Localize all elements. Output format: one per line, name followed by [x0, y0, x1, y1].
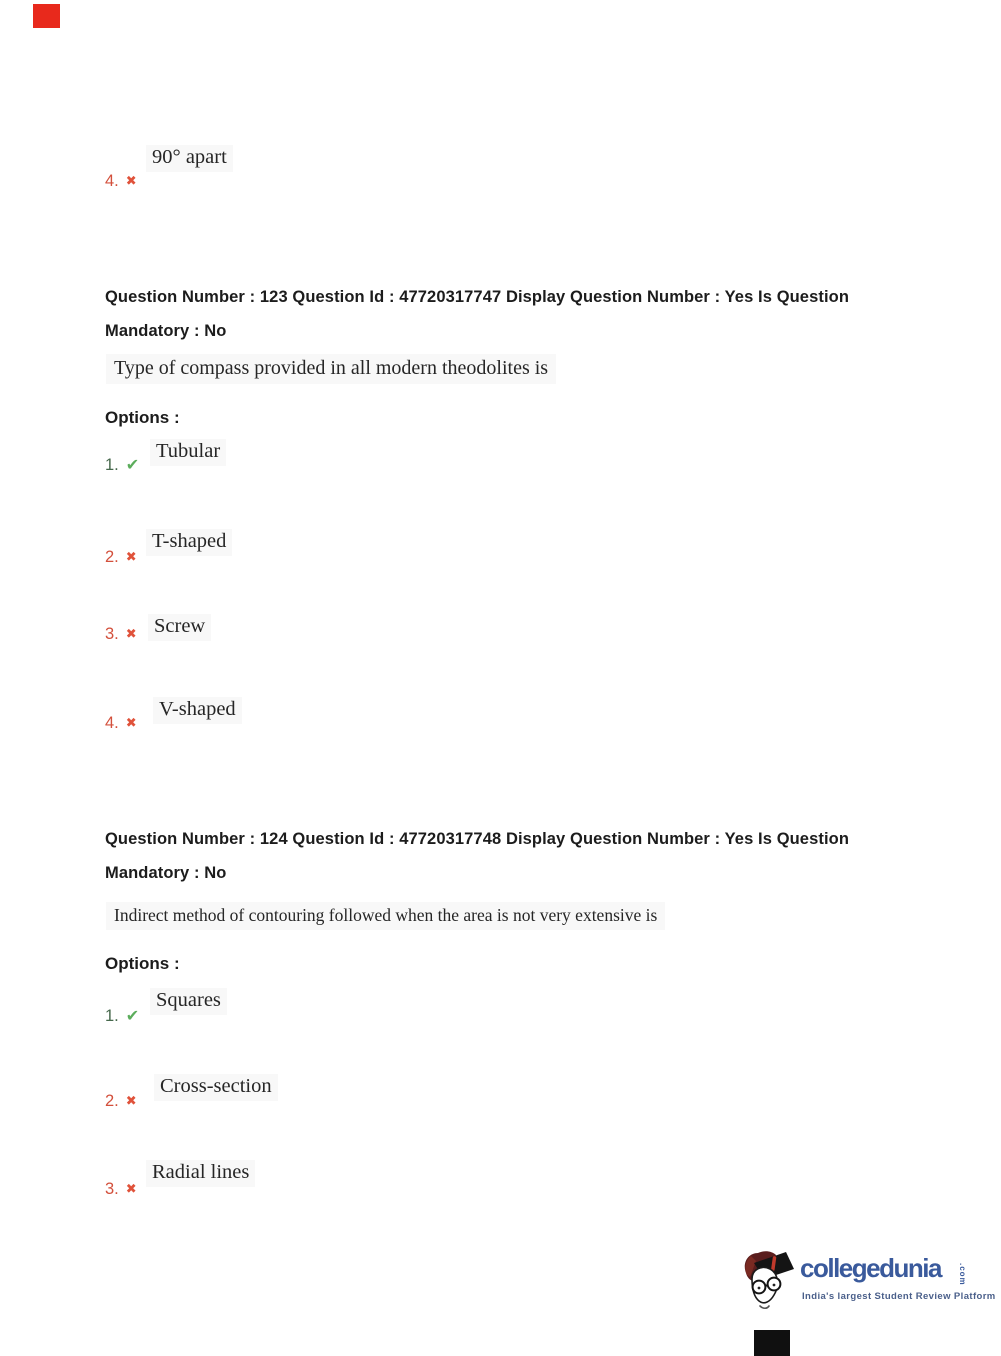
collegedunia-logo[interactable] — [740, 1247, 996, 1315]
page-marker-bottom-right — [754, 1330, 790, 1356]
logo-brand-text: collegedunia — [800, 1253, 941, 1283]
wrong-mark-icon: ✖ — [125, 716, 137, 731]
correct-mark-icon: ✔ — [125, 1006, 140, 1025]
option-row — [105, 1092, 137, 1111]
option-number: 3. — [105, 1180, 119, 1198]
option-row — [105, 625, 137, 644]
option-row — [105, 1180, 137, 1199]
wrong-mark-icon: ✖ — [125, 627, 137, 642]
option-number: 4. — [105, 172, 119, 190]
logo-tld-text: .com — [958, 1263, 967, 1286]
option-label: Radial lines — [146, 1160, 255, 1187]
wrong-mark-icon: ✖ — [125, 550, 137, 565]
wrong-mark-icon: ✖ — [125, 174, 137, 189]
question-text: Indirect method of contouring followed when the area is not very extensive is — [106, 902, 665, 930]
question-header-line2: Mandatory : No — [105, 322, 227, 340]
option-number: 4. — [105, 714, 119, 732]
mascot-icon — [740, 1247, 798, 1313]
wrong-mark-icon: ✖ — [125, 1182, 137, 1197]
option-number: 2. — [105, 1092, 119, 1110]
question-header-line2: Mandatory : No — [105, 864, 227, 882]
option-label: Screw — [148, 614, 211, 641]
page-marker-top-left — [33, 4, 60, 28]
options-label: Options : — [105, 954, 180, 973]
question-header-line1: Question Number : 123 Question Id : 47720317747 Display Question Number : Yes Is Question — [105, 288, 849, 306]
option-number: 3. — [105, 625, 119, 643]
option-row — [105, 1007, 139, 1026]
wrong-mark-icon: ✖ — [125, 1094, 137, 1109]
option-label: T-shaped — [146, 529, 232, 556]
option-row — [105, 714, 137, 733]
question-header-line1: Question Number : 124 Question Id : 47720317748 Display Question Number : Yes Is Question — [105, 830, 849, 848]
option-label: 90° apart — [146, 145, 233, 172]
option-label: Tubular — [150, 439, 226, 466]
option-number: 1. — [105, 1007, 119, 1025]
option-label: Cross-section — [154, 1074, 278, 1101]
option-number: 2. — [105, 548, 119, 566]
option-row — [105, 548, 137, 567]
correct-mark-icon: ✔ — [125, 455, 140, 474]
question-text: Type of compass provided in all modern theodolites is — [106, 354, 556, 384]
option-label: V-shaped — [153, 697, 242, 724]
option-row — [105, 172, 137, 191]
logo-tagline: India's largest Student Review Platform — [802, 1291, 996, 1302]
option-number: 1. — [105, 456, 119, 474]
option-label: Squares — [150, 988, 227, 1015]
options-label: Options : — [105, 408, 180, 427]
option-row — [105, 456, 139, 475]
